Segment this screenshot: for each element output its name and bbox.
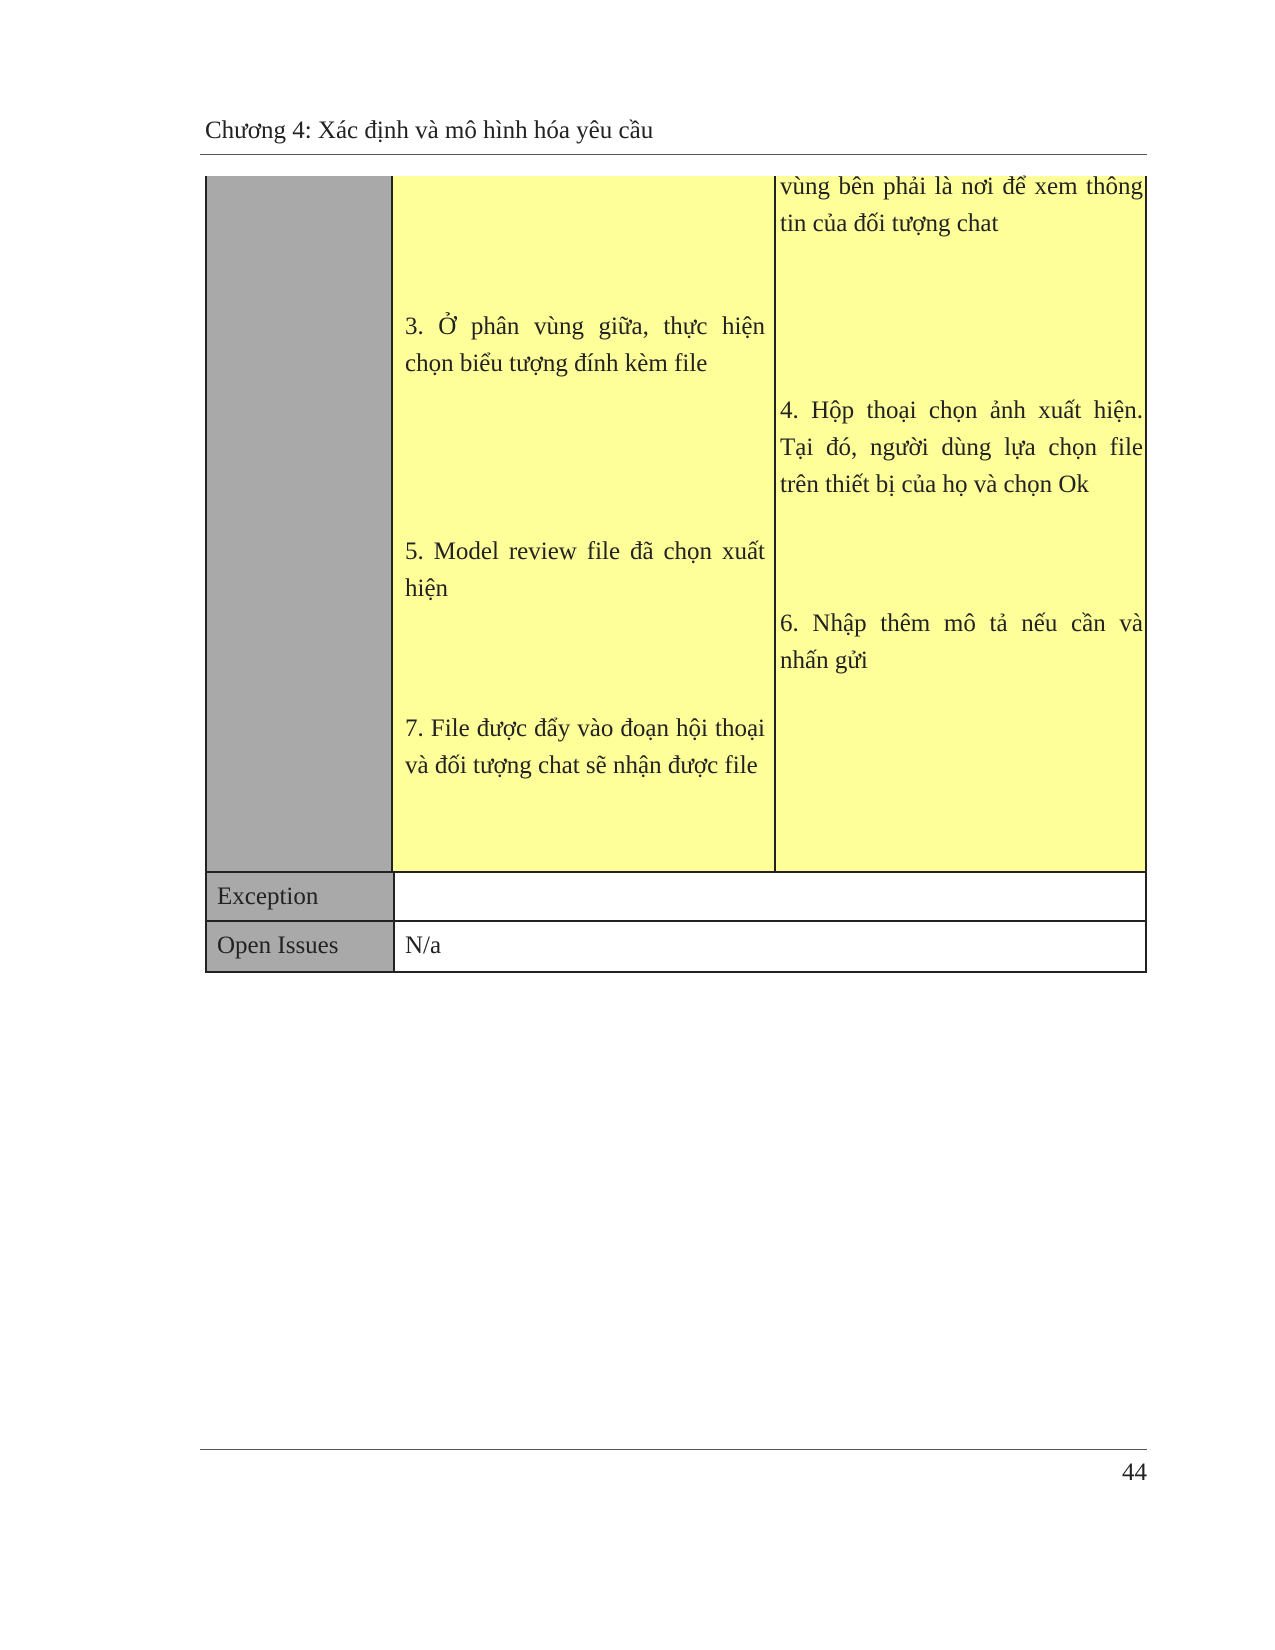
header-divider	[200, 154, 1147, 155]
flow-step-4: 4. Hộp thoại chọn ảnh xuất hiện. Tại đó, người dùng lựa chọn file trên thiết bị của họ và chọn Ok	[780, 397, 1143, 498]
exception-value-cell	[393, 871, 1147, 922]
flow-step-5: 5. Model review file đã chọn xuất hiện	[405, 538, 765, 602]
exception-label: Exception	[217, 883, 319, 910]
flow-label-cell	[205, 176, 393, 871]
system-actions-column	[776, 173, 1147, 871]
use-case-table	[205, 173, 1147, 973]
exception-label-cell	[205, 871, 393, 922]
open-issues-value: N/a	[405, 932, 442, 959]
flow-step-3: 3. Ở phân vùng giữa, thực hiện chọn biểu tượng đính kèm file	[405, 313, 765, 377]
page-number: 44	[1122, 1459, 1147, 1486]
open-issues-value-cell	[393, 920, 1147, 973]
chapter-title: Chương 4: Xác định và mô hình hóa yêu cầu	[205, 117, 654, 144]
footer-divider	[200, 1449, 1147, 1450]
user-actions-column	[393, 176, 776, 871]
flow-step-6: 6. Nhập thêm mô tả nếu cần và nhấn gửi	[780, 610, 1143, 674]
flow-step-7: 7. File được đẩy vào đoạn hội thoại và đối tượng chat sẽ nhận được file	[405, 715, 765, 779]
open-issues-label-cell	[205, 920, 393, 973]
flow-step-continued: vùng bên phải là nơi để xem thông tin của đối tượng chat	[780, 173, 1143, 237]
open-issues-label: Open Issues	[217, 932, 339, 959]
